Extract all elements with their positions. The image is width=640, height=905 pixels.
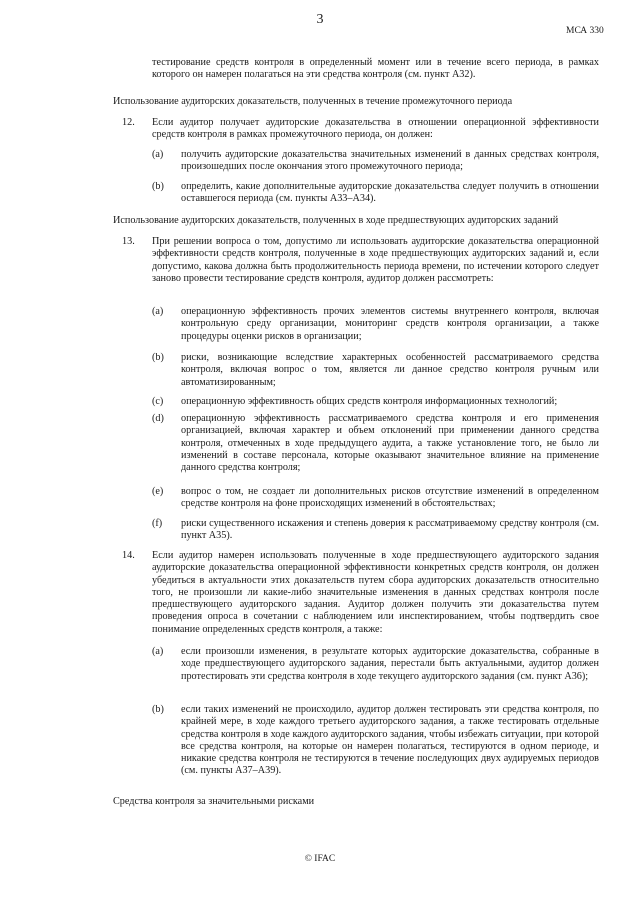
standard-code: МСА 330 <box>566 26 604 36</box>
section-heading-significant-risks: Средства контроля за значительными рисками <box>113 796 315 807</box>
paragraph-number-12: 12. <box>122 117 135 128</box>
paragraph-14-text: Если аудитор намерен использовать полученные в ходе предшествующего аудиторского задания аудиторские доказательства операционной эффективности конкретных средств контроля, он должен убедиться в актуальности этих доказательств путем сбора аудиторских доказательств относительно того, не произошли ли какие-либо значительные изменения в данных средствах контроля после предшествующего аудиторского задания. Аудитор должен получить эти доказательства путем проведения опроса в сочетании с наблюдением или инспектированием, чтобы подтвердить свое понимание определенных средств контроля, а также: <box>152 550 599 635</box>
list-item-text: если произошли изменения, в результате которых аудиторские доказательства, собранные в ходе предшествующего аудиторского задания, перестали быть актуальными, аудитор должен протестировать эти средства контроля в ходе текущего аудиторского задания (см. пункт А36); <box>181 646 599 682</box>
list-item-text: определить, какие дополнительные аудиторские доказательства следует получить в отношении оставшегося периода (см. пункты А33–А34). <box>181 181 599 205</box>
list-item-text: риски существенного искажения и степень доверия к рассматриваемому средству контроля (см. пункт А35). <box>181 518 599 542</box>
list-item-text: операционную эффективность рассматриваемого средства контроля и его применения организацией, включая характер и объем отклонений при применении данного средства контроля, отмеченных в ходе предыдущего аудита, а также установление того, не было ли изменений в составе персонала, которые оказывают значительное влияние на применение данного средства контроля; <box>181 413 599 474</box>
paragraph-number-14: 14. <box>122 550 135 561</box>
page-number: 3 <box>316 12 324 27</box>
item-label: (a) <box>152 646 164 657</box>
section-heading-interim: Использование аудиторских доказательств, полученных в течение промежуточного периода <box>113 96 513 107</box>
item-label: (a) <box>152 306 164 317</box>
list-item-text: вопрос о том, не создает ли дополнительных рисков отсутствие изменений в определенном средстве контроля на фоне происходящих изменений в обстоятельствах; <box>181 486 599 510</box>
item-label: (c) <box>152 396 164 407</box>
section-heading-previous: Использование аудиторских доказательств, полученных в ходе предшествующих аудиторских заданий <box>113 215 559 226</box>
item-label: (b) <box>152 352 164 363</box>
list-item-text: операционную эффективность прочих элементов системы внутреннего контроля, включая контрольную среду организации, мониторинг средств контроля организации, а также процедуры оценки рисков в организации; <box>181 306 599 342</box>
item-label: (b) <box>152 181 164 192</box>
list-item-text: риски, возникающие вследствие характерных особенностей рассматриваемого средства контроля, включая вопрос о том, является ли данное средство контроля ручным или автоматизированным; <box>181 352 599 388</box>
paragraph-13-text: При решении вопроса о том, допустимо ли использовать аудиторские доказательства операционной эффективности средств контроля, полученные в ходе предшествующих аудиторских заданий и, если допустимо, какова должна быть продолжительность периода времени, по истечении которого следует заново провести тестирование средств контроля, аудитор должен рассмотреть: <box>152 236 599 284</box>
item-label: (b) <box>152 704 164 715</box>
list-item-text: если таких изменений не происходило, аудитор должен тестировать эти средства контроля, по крайней мере, в ходе каждого третьего аудиторского задания, а также тестировать отдельные средства контроля в ходе каждого аудиторского задания, чтобы избежать ситуации, при которой все средства контроля, на которые он намерен полагаться, тестируются в одном периоде, и никакие средства контроля не тестируются в течение последующих двух аудируемых периодов (см. пункты А37–А39). <box>181 704 599 777</box>
paragraph-12-text: Если аудитор получает аудиторские доказательства в отношении операционной эффективности средств контроля в рамках промежуточного периода, он должен: <box>152 117 599 141</box>
item-label: (a) <box>152 149 164 160</box>
paragraph-number-13: 13. <box>122 236 135 247</box>
item-label: (d) <box>152 413 164 424</box>
item-label: (e) <box>152 486 164 497</box>
list-item-text: получить аудиторские доказательства значительных изменений в данных средствах контроля, произошедших после окончания этого промежуточного периода; <box>181 149 599 173</box>
footer-copyright: © IFAC <box>304 854 336 864</box>
item-label: (f) <box>152 518 163 529</box>
intro-continuation: тестирование средств контроля в определенный момент или в течение всего периода, в рамках которого он намерен полагаться на эти средства контроля (см. пункт А32). <box>152 57 599 81</box>
list-item-text: операционную эффективность общих средств контроля информационных технологий; <box>181 396 558 407</box>
